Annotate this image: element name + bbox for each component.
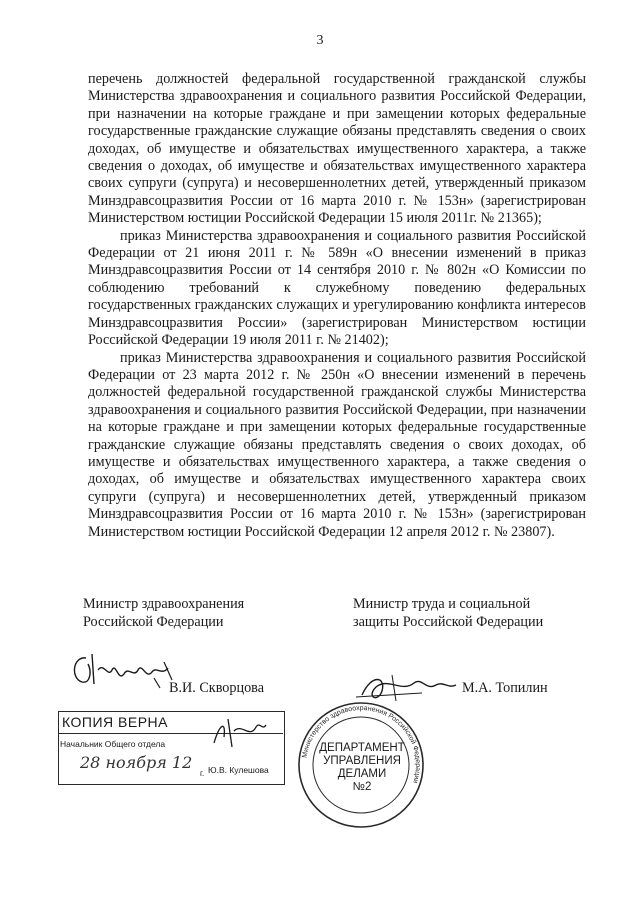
copy-stamp-role: Начальник Общего отдела: [60, 739, 166, 749]
paragraph-2: приказ Министерства здравоохранения и социального развития Российской Федерации от 21 июня 2011 г. № 589н «О внесении изменений в приказ Минздравсоцразвития России от 14 сентября 2010 г. № 802н «О Комиссии по соблюдению требований к служебному поведению федеральных государственных гражданских служащих и урегулированию конфликта интересов Минздравсоцразвития России» (зарегистрирован Министерством юстиции Российской Федерации 19 июля 2011 г. № 21402);: [88, 227, 586, 349]
left-title-line2: Российской Федерации: [83, 613, 224, 630]
round-stamp-line4: №2: [352, 781, 372, 793]
paragraph-1: перечень должностей федеральной государственной гражданской службы Министерства здравоохранения и социального развития Российской Федерации, при назначении на которые граждане и при замещении которых федеральные государственные гражданские служащие обязаны представлять сведения о своих доходах, об имуществе и обязательствах имущественного характера, а также сведения о доходах, об имуществе и обязательствах имущественного характера своих супруги (супруга) и несовершеннолетних детей, утвержденный приказом Минздравсоцразвития России от 16 марта 2010 г. № 153н» (зарегистрирован Министерством юстиции Российской Федерации 15 июля 2011г. № 21365);: [88, 71, 586, 227]
left-signatory-name: В.И. Скворцова: [169, 680, 264, 696]
copy-stamp-year-suffix: г.: [200, 769, 205, 778]
copy-stamp-name: Ю.В. Кулешова: [208, 765, 269, 775]
right-title-line2: защиты Российской Федерации: [353, 613, 544, 630]
copy-stamp-handwritten-date: 28 ноября 12: [80, 753, 193, 772]
document-body: [88, 71, 586, 541]
right-signatory-title: [353, 596, 543, 631]
left-title-line1: Министр здравоохранения: [83, 596, 245, 612]
round-stamp-line3: ДЕЛАМИ: [337, 768, 387, 780]
copy-stamp-title: КОПИЯ ВЕРНА: [62, 714, 168, 730]
right-signatory-name: М.А. Топилин: [462, 680, 548, 696]
page-number: 3: [316, 33, 324, 48]
round-stamp-outer-text: Министерство здравоохранения Российской Федерации: [301, 704, 422, 784]
left-signatory-title: [83, 596, 244, 631]
left-handwritten-signature: [68, 648, 178, 696]
copy-certified-stamp: [58, 711, 283, 783]
copy-stamp-initials-signature: [208, 713, 268, 753]
round-stamp-line1: ДЕПАРТАМЕНТ: [319, 742, 405, 754]
round-stamp-line2: УПРАВЛЕНИЯ: [323, 755, 401, 767]
right-title-line1: Министр труда и социальной: [353, 596, 531, 612]
round-stamp-center: [316, 742, 408, 794]
paragraph-3: приказ Министерства здравоохранения и социального развития Российской Федерации от 23 марта 2012 г. № 250н «О внесении изменений в перечень должностей федеральной государственной гражданской службы Министерства здравоохранения и социального развития Российской Федерации, при назначении на которые граждане и при замещении которых федеральные государственные гражданские служащие обязаны представлять сведения о своих доходах, об имуществе и обязательствах имущественного характера, а также сведения о доходах, об имуществе и обязательствах имущественного характера своих супруги (супруга) и несовершеннолетних детей, утвержденный приказом Минздравсоцразвития России от 16 марта 2010 г. № 153н» (зарегистрирован Министерством юстиции Российской Федерации 12 апреля 2012 г. № 23807).: [88, 349, 586, 540]
